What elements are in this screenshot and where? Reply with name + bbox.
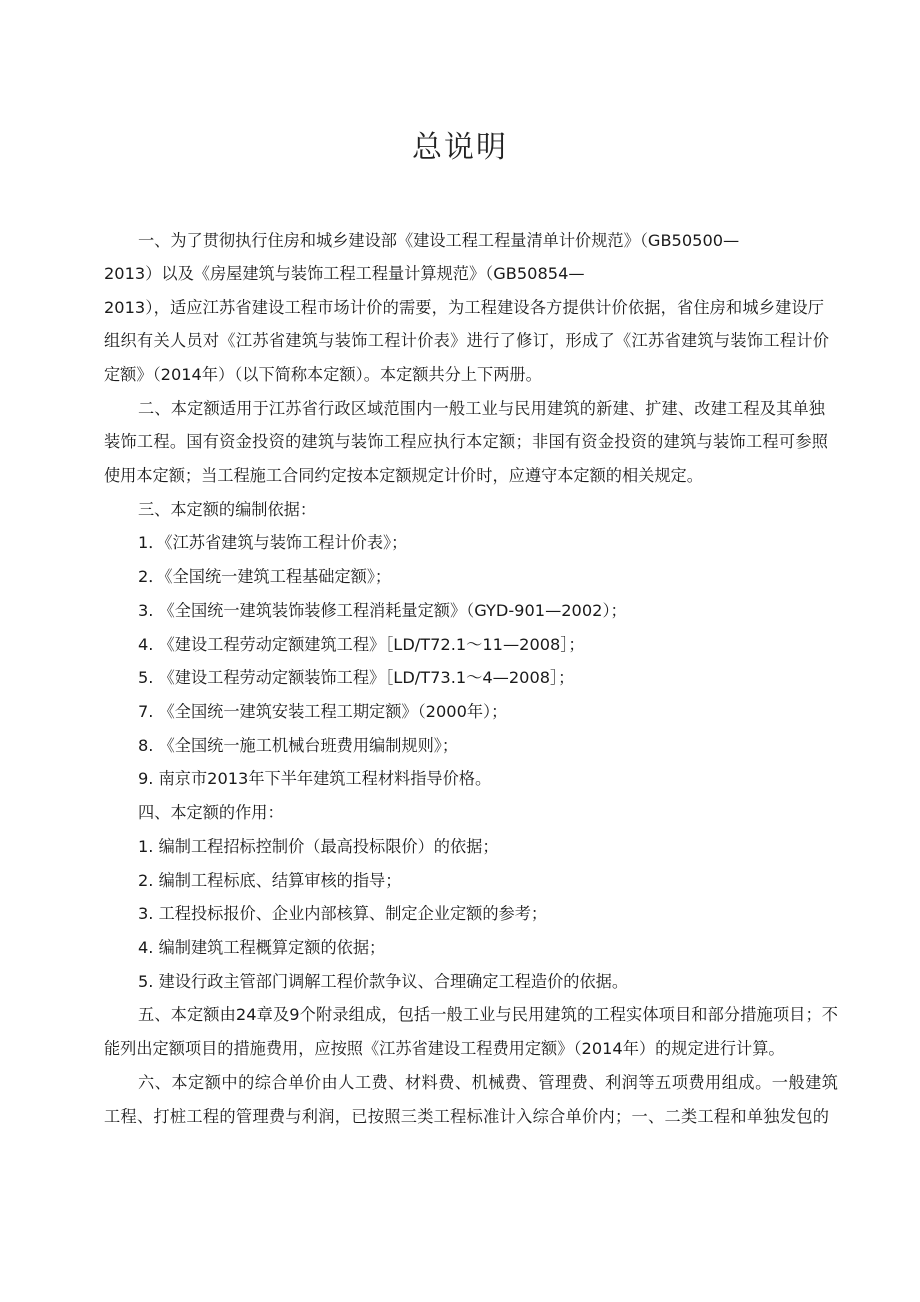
purpose-item-4: 4. 编制建筑工程概算定额的依据； (138, 938, 386, 957)
paragraph-1-line-5: 定额》（2014年）（以下简称本定额）。本定额共分上下两册。 (104, 365, 542, 384)
paragraph-1-line-3: 2013），适应江苏省建设工程市场计价的需要，为工程建设各方提供计价依据，省住房和城乡建设厅 (104, 298, 824, 317)
purpose-item-1: 1. 编制工程招标控制价（最高投标限价）的依据； (138, 837, 499, 856)
paragraph-2-line-1: 二、本定额适用于江苏省行政区域范围内一般工业与民用建筑的新建、扩建、改建工程及其单独 (138, 399, 825, 418)
basis-item-4: 4. 《建设工程劳动定额建筑工程》［LD/T72.1～11—2008］； (138, 635, 585, 654)
page-title: 总说明 (412, 130, 508, 165)
basis-item-1: 1．《江苏省建筑与装饰工程计价表》； (138, 533, 408, 552)
basis-item-3: 3. 《全国统一建筑装饰装修工程消耗量定额》（GYD-901—2002）； (138, 601, 627, 620)
paragraph-1-line-4: 组织有关人员对《江苏省建筑与装饰工程计价表》进行了修订，形成了《江苏省建筑与装饰工程计价 (104, 331, 829, 350)
paragraph-1-line-1: 一、为了贯彻执行住房和城乡建设部《建设工程工程量清单计价规范》（GB50500— (138, 231, 740, 250)
paragraph-5-line-2: 能列出定额项目的措施费用，应按照《江苏省建设工程费用定额》（2014年）的规定进行计算。 (104, 1039, 785, 1058)
basis-item-7: 7. 《全国统一建筑安装工程工期定额》（2000年）； (138, 702, 508, 721)
section-4-heading: 四、本定额的作用： (138, 803, 284, 822)
purpose-item-2: 2. 编制工程标底、结算审核的指导； (138, 871, 402, 890)
paragraph-6-line-1: 六、本定额中的综合单价由人工费、材料费、机械费、管理费、利润等五项费用组成。一般建筑 (138, 1073, 838, 1092)
purpose-item-3: 3. 工程投标报价、企业内部核算、制定企业定额的参考； (138, 904, 548, 923)
paragraph-5-line-1: 五、本定额由24章及9个附录组成，包括一般工业与民用建筑的工程实体项目和部分措施项目；不 (138, 1005, 838, 1024)
basis-item-5: 5. 《建设工程劳动定额装饰工程》［LD/T73.1～4—2008］； (138, 668, 575, 687)
section-3-heading: 三、本定额的编制依据： (138, 500, 317, 519)
basis-item-9: 9. 南京市2013年下半年建筑工程材料指导价格。 (138, 769, 492, 788)
basis-item-8: 8. 《全国统一施工机械台班费用编制规则》； (138, 736, 459, 755)
paragraph-2-line-3: 使用本定额；当工程施工合同约定按本定额规定计价时，应遵守本定额的相关规定。 (104, 466, 703, 485)
paragraph-1-line-2: 2013）以及《房屋建筑与装饰工程工程量计算规范》（GB50854— (104, 264, 585, 283)
paragraph-2-line-2: 装饰工程。国有资金投资的建筑与装饰工程应执行本定额；非国有资金投资的建筑与装饰工程可参照 (104, 432, 828, 451)
purpose-item-5: 5. 建设行政主管部门调解工程价款争议、合理确定工程造价的依据。 (138, 972, 629, 991)
paragraph-6-line-2: 工程、打桩工程的管理费与利润，已按照三类工程标准计入综合单价内；一、二类工程和单独发包的 (104, 1107, 829, 1126)
basis-item-2: 2．《全国统一建筑工程基础定额》； (138, 567, 392, 586)
